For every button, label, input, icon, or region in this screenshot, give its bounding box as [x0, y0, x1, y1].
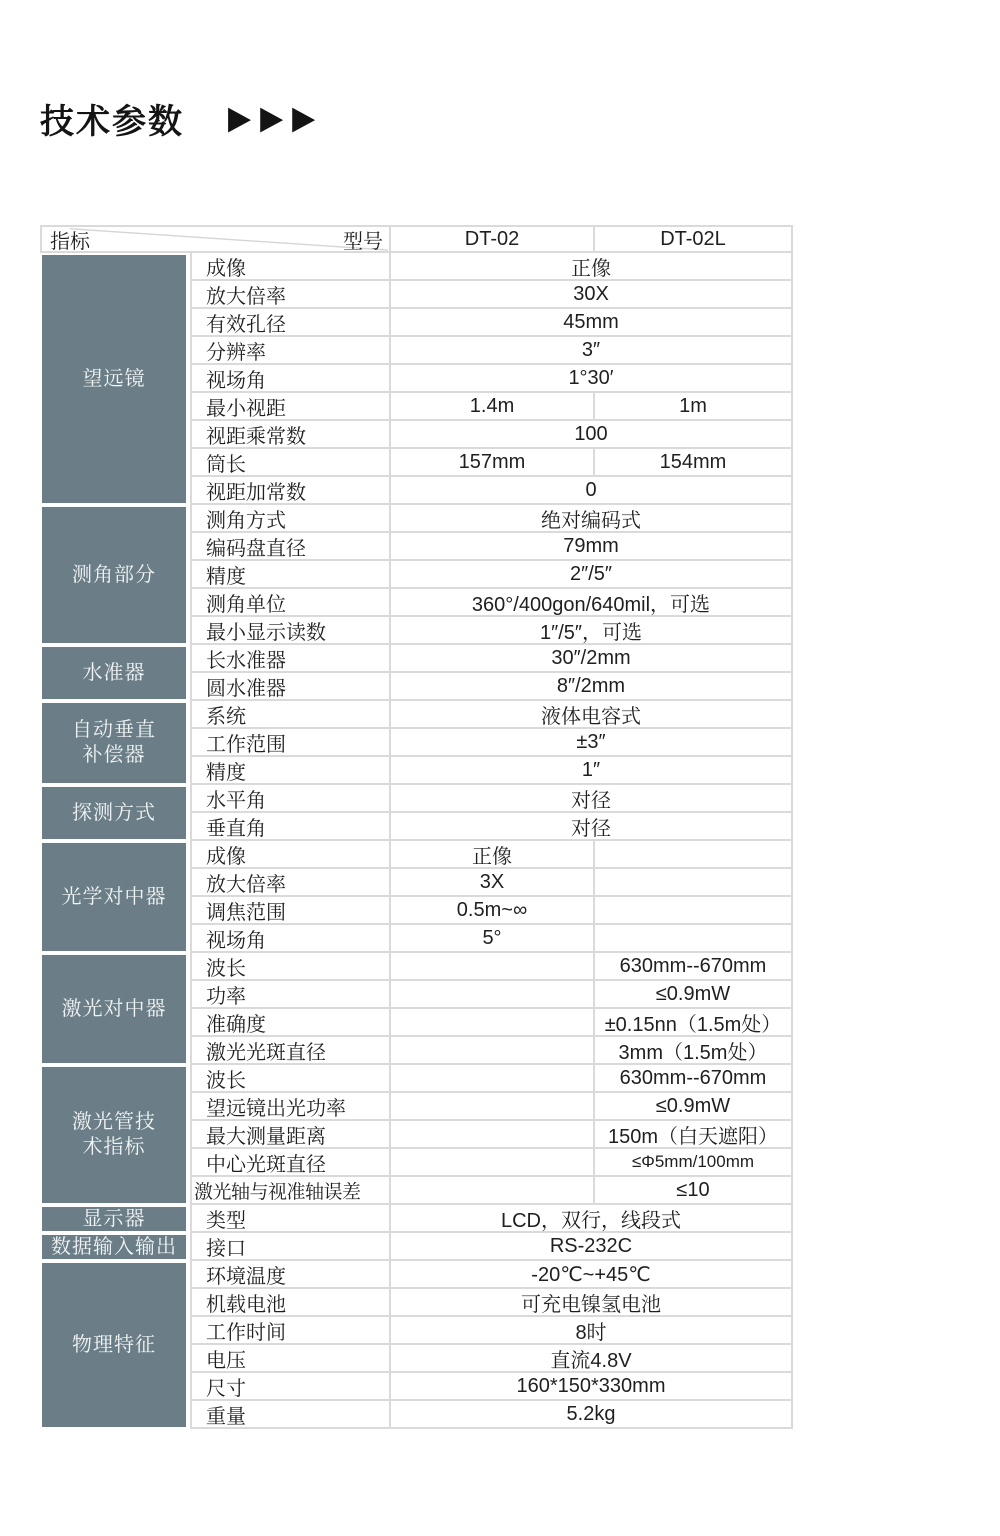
spec-value-cell: 0: [389, 477, 793, 505]
spec-label-cell: 编码盘直径: [190, 533, 389, 561]
category-cell: 数据输入输出: [42, 1235, 186, 1259]
spec-value-dt02-cell: 3X: [389, 869, 593, 897]
spec-value-dt02l-cell: [593, 925, 793, 953]
spec-value-dt02l-cell: [593, 897, 793, 925]
category-cell: 探测方式: [42, 787, 186, 839]
spec-value-cell: -20℃~+45℃: [389, 1261, 793, 1289]
category-cell: 光学对中器: [42, 843, 186, 951]
spec-label-cell: 激光光斑直径: [190, 1037, 389, 1065]
spec-label-cell: 机载电池: [190, 1289, 389, 1317]
spec-label-cell: 环境温度: [190, 1261, 389, 1289]
header-col-dt02l: DT-02L: [593, 225, 793, 253]
spec-label-cell: 成像: [190, 253, 389, 281]
spec-label-cell: 圆水准器: [190, 673, 389, 701]
spec-value-cell: 1″: [389, 757, 793, 785]
spec-value-dt02l-cell: 150m（白天遮阳）: [593, 1121, 793, 1149]
spec-value-dt02-cell: [389, 953, 593, 981]
spec-value-dt02-cell: [389, 1121, 593, 1149]
spec-label-cell: 放大倍率: [190, 869, 389, 897]
spec-label-cell: 测角方式: [190, 505, 389, 533]
spec-value-cell: 直流4.8V: [389, 1345, 793, 1373]
spec-value-cell: 100: [389, 421, 793, 449]
spec-label-cell: 尺寸: [190, 1373, 389, 1401]
spec-label-cell: 最大测量距离: [190, 1121, 389, 1149]
spec-value-dt02l-cell: ≤0.9mW: [593, 1093, 793, 1121]
spec-label-cell: 最小视距: [190, 393, 389, 421]
spec-value-dt02-cell: 5°: [389, 925, 593, 953]
spec-value-cell: 30″/2mm: [389, 645, 793, 673]
spec-value-cell: 45mm: [389, 309, 793, 337]
spec-value-dt02l-cell: [593, 869, 793, 897]
spec-value-dt02-cell: 0.5m~∞: [389, 897, 593, 925]
spec-value-cell: 1°30′: [389, 365, 793, 393]
spec-label-cell: 成像: [190, 841, 389, 869]
spec-value-cell: 可充电镍氢电池: [389, 1289, 793, 1317]
spec-value-dt02-cell: [389, 1149, 593, 1177]
spec-label-cell: 水平角: [190, 785, 389, 813]
spec-label-cell: 筒长: [190, 449, 389, 477]
spec-value-cell: 对径: [389, 785, 793, 813]
spec-value-dt02l-cell: 630mm--670mm: [593, 953, 793, 981]
spec-label-cell: 视场角: [190, 365, 389, 393]
spec-value-dt02l-cell: 3mm（1.5m处）: [593, 1037, 793, 1065]
spec-value-dt02l-cell: ≤10: [593, 1177, 793, 1205]
category-cell: 望远镜: [42, 255, 186, 503]
spec-value-dt02-cell: 157mm: [389, 449, 593, 477]
title-block: [40, 94, 324, 143]
spec-value-cell: 正像: [389, 253, 793, 281]
spec-label-cell: 望远镜出光功率: [190, 1093, 389, 1121]
spec-value-dt02-cell: [389, 1065, 593, 1093]
spec-value-cell: LCD，双行，线段式: [389, 1205, 793, 1233]
spec-value-dt02-cell: [389, 1177, 593, 1205]
play-arrow-icon: ▶: [228, 100, 252, 136]
category-cell: 物理特征: [42, 1263, 186, 1427]
spec-value-dt02-cell: [389, 1093, 593, 1121]
spec-label-cell: 准确度: [190, 1009, 389, 1037]
spec-value-dt02-cell: 1.4m: [389, 393, 593, 421]
play-arrow-icon: ▶: [260, 100, 284, 136]
spec-value-dt02l-cell: ≤Φ5mm/100mm: [593, 1149, 793, 1177]
spec-label-cell: 视场角: [190, 925, 389, 953]
spec-label-cell: 系统: [190, 701, 389, 729]
diagonal-divider-line: [42, 227, 389, 251]
spec-label-cell: 功率: [190, 981, 389, 1009]
spec-value-cell: 30X: [389, 281, 793, 309]
spec-value-cell: RS-232C: [389, 1233, 793, 1261]
spec-label-cell: 放大倍率: [190, 281, 389, 309]
header-indicator-model-cell: [40, 225, 389, 253]
spec-value-dt02-cell: [389, 981, 593, 1009]
category-cell: 激光管技 术指标: [42, 1067, 186, 1203]
spec-label-cell: 测角单位: [190, 589, 389, 617]
spec-value-cell: 绝对编码式: [389, 505, 793, 533]
spec-label-cell: 精度: [190, 561, 389, 589]
spec-label-cell: 类型: [190, 1205, 389, 1233]
category-cell: 激光对中器: [42, 955, 186, 1063]
spec-label-cell: 最小显示读数: [190, 617, 389, 645]
spec-value-dt02l-cell: [593, 841, 793, 869]
spec-value-cell: 79mm: [389, 533, 793, 561]
header-model-label: 型号: [343, 230, 383, 253]
category-cell: 测角部分: [42, 507, 186, 643]
spec-value-dt02l-cell: 154mm: [593, 449, 793, 477]
spec-value-dt02l-cell: ±0.15nn（1.5m处）: [593, 1009, 793, 1037]
spec-label-cell: 接口: [190, 1233, 389, 1261]
spec-label-cell: 工作时间: [190, 1317, 389, 1345]
spec-label-cell: 重量: [190, 1401, 389, 1429]
spec-label-cell: 电压: [190, 1345, 389, 1373]
spec-value-dt02-cell: 正像: [389, 841, 593, 869]
spec-value-cell: 2″/5″: [389, 561, 793, 589]
spec-value-dt02-cell: [389, 1009, 593, 1037]
spec-value-cell: 160*150*330mm: [389, 1373, 793, 1401]
spec-label-cell: 有效孔径: [190, 309, 389, 337]
spec-value-cell: 液体电容式: [389, 701, 793, 729]
header-col-dt02: DT-02: [389, 225, 593, 253]
spec-value-cell: 8″/2mm: [389, 673, 793, 701]
category-cell: 显示器: [42, 1207, 186, 1231]
spec-table: [40, 225, 793, 1429]
spec-label-cell: 长水准器: [190, 645, 389, 673]
spec-label-cell: 视距加常数: [190, 477, 389, 505]
spec-label-cell: 分辨率: [190, 337, 389, 365]
spec-label-cell: 波长: [190, 1065, 389, 1093]
spec-label-cell: 激光轴与视准轴误差: [190, 1177, 389, 1205]
spec-value-dt02l-cell: ≤0.9mW: [593, 981, 793, 1009]
page-title: 技术参数: [40, 103, 184, 141]
spec-value-cell: 360°/400gon/640mil，可选: [389, 589, 793, 617]
spec-value-cell: ±3″: [389, 729, 793, 757]
spec-value-dt02l-cell: 1m: [593, 393, 793, 421]
spec-value-cell: 对径: [389, 813, 793, 841]
spec-label-cell: 垂直角: [190, 813, 389, 841]
spec-label-cell: 调焦范围: [190, 897, 389, 925]
spec-value-cell: 5.2kg: [389, 1401, 793, 1429]
spec-label-cell: 波长: [190, 953, 389, 981]
category-cell: 水准器: [42, 647, 186, 699]
header-indicator-label: 指标: [50, 230, 90, 253]
spec-value-cell: 8时: [389, 1317, 793, 1345]
spec-label-cell: 视距乘常数: [190, 421, 389, 449]
spec-value-cell: 3″: [389, 337, 793, 365]
category-cell: 自动垂直 补偿器: [42, 703, 186, 783]
spec-value-cell: 1″/5″，可选: [389, 617, 793, 645]
spec-value-dt02-cell: [389, 1037, 593, 1065]
title-arrows: [228, 100, 324, 136]
spec-label-cell: 中心光斑直径: [190, 1149, 389, 1177]
play-arrow-icon: ▶: [292, 100, 316, 136]
spec-label-cell: 工作范围: [190, 729, 389, 757]
spec-value-dt02l-cell: 630mm--670mm: [593, 1065, 793, 1093]
spec-label-cell: 精度: [190, 757, 389, 785]
